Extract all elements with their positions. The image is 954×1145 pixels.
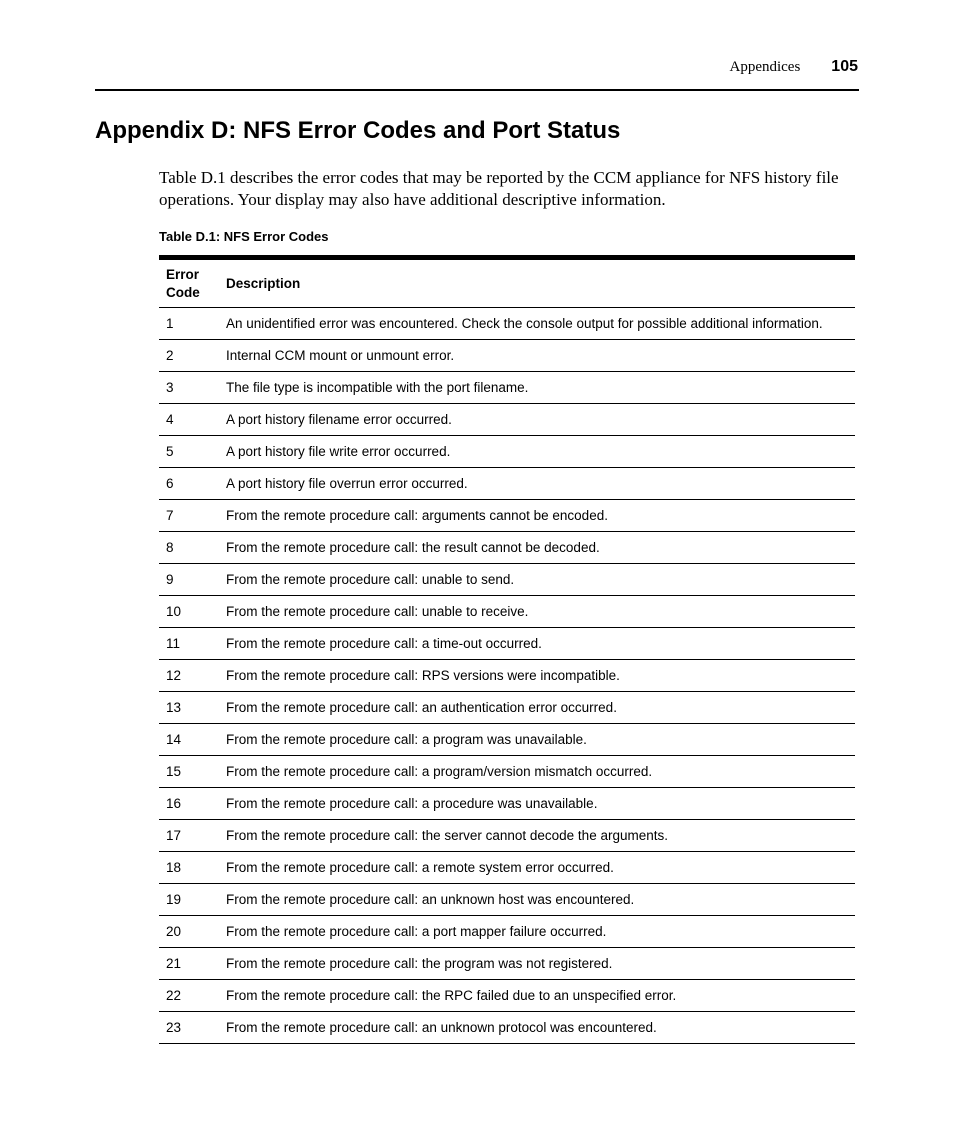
error-code-cell: 12 [166, 668, 182, 683]
error-codes-table [159, 255, 855, 1044]
table-row [159, 340, 855, 372]
table-row [159, 628, 855, 660]
error-code-cell: 5 [166, 444, 174, 459]
table-row [159, 916, 855, 948]
description-cell: From the remote procedure call: a program/version mismatch occurred. [226, 764, 653, 779]
description-cell: From the remote procedure call: unable to receive. [226, 604, 529, 619]
description-cell: Internal CCM mount or unmount error. [226, 348, 455, 363]
description-cell: From the remote procedure call: the server cannot decode the arguments. [226, 828, 668, 843]
description-cell: A port history file write error occurred. [226, 444, 451, 459]
table-row [159, 980, 855, 1012]
table-row [159, 692, 855, 724]
error-code-cell: 9 [166, 572, 174, 587]
error-code-cell: 4 [166, 412, 174, 427]
table-row [159, 820, 855, 852]
description-cell: The file type is incompatible with the port filename. [226, 380, 529, 395]
error-code-cell: 1 [166, 316, 174, 331]
intro-paragraph: Table D.1 describes the error codes that may be reported by the CCM appliance for NFS history file operations. Your display may also have additional descriptive information. [159, 168, 839, 209]
error-code-cell: 20 [166, 924, 182, 939]
header-error-code-line2: Code [166, 284, 200, 300]
header-error-code-line1: Error [166, 266, 200, 282]
table-row [159, 404, 855, 436]
table-caption: Table D.1: NFS Error Codes [159, 229, 329, 244]
error-code-cell: 10 [166, 604, 182, 619]
error-code-cell: 7 [166, 508, 174, 523]
description-cell: A port history filename error occurred. [226, 412, 452, 427]
table-row [159, 852, 855, 884]
description-cell: From the remote procedure call: a procedure was unavailable. [226, 796, 598, 811]
table-row [159, 372, 855, 404]
description-cell: From the remote procedure call: an unknown protocol was encountered. [226, 1020, 657, 1035]
description-cell: From the remote procedure call: a time-out occurred. [226, 636, 542, 651]
error-code-cell: 11 [166, 636, 181, 651]
table-row [159, 724, 855, 756]
error-code-cell: 18 [166, 860, 182, 875]
page-number: 105 [831, 58, 858, 75]
description-cell: From the remote procedure call: arguments cannot be encoded. [226, 508, 608, 523]
table-row [159, 948, 855, 980]
description-cell: From the remote procedure call: a program was unavailable. [226, 732, 587, 747]
description-cell: From the remote procedure call: an unknown host was encountered. [226, 892, 635, 907]
error-code-cell: 6 [166, 476, 174, 491]
table-row [159, 532, 855, 564]
table-row [159, 468, 855, 500]
table-row [159, 660, 855, 692]
header-error-code [159, 266, 226, 302]
error-code-cell: 14 [166, 732, 182, 747]
description-cell: From the remote procedure call: the RPC failed due to an unspecified error. [226, 988, 677, 1003]
header-description: Description [226, 276, 301, 291]
description-cell: A port history file overrun error occurred. [226, 476, 468, 491]
table-row [159, 884, 855, 916]
description-cell: From the remote procedure call: the result cannot be decoded. [226, 540, 600, 555]
running-header [729, 58, 858, 80]
error-code-cell: 21 [166, 956, 182, 971]
table-row [159, 1012, 855, 1044]
header-divider [95, 89, 859, 91]
table-row [159, 500, 855, 532]
page-title: Appendix D: NFS Error Codes and Port Status [95, 117, 621, 144]
error-code-cell: 3 [166, 380, 174, 395]
description-cell: From the remote procedure call: unable to send. [226, 572, 515, 587]
error-code-cell: 19 [166, 892, 182, 907]
description-cell: An unidentified error was encountered. Check the console output for possible additional information. [226, 316, 823, 331]
error-code-cell: 17 [166, 828, 182, 843]
table-row [159, 596, 855, 628]
description-cell: From the remote procedure call: a port mapper failure occurred. [226, 924, 607, 939]
error-code-cell: 8 [166, 540, 174, 555]
description-cell: From the remote procedure call: RPS versions were incompatible. [226, 668, 620, 683]
header-section-name: Appendices [729, 59, 801, 75]
error-code-cell: 2 [166, 348, 174, 363]
error-code-cell: 22 [166, 988, 182, 1003]
description-cell: From the remote procedure call: the program was not registered. [226, 956, 613, 971]
description-cell: From the remote procedure call: an authentication error occurred. [226, 700, 617, 715]
table-row [159, 564, 855, 596]
error-code-cell: 13 [166, 700, 182, 715]
table-body [159, 308, 855, 1044]
table-header-row [159, 260, 855, 308]
table-row [159, 436, 855, 468]
error-code-cell: 16 [166, 796, 182, 811]
error-code-cell: 15 [166, 764, 182, 779]
table-row [159, 788, 855, 820]
table-row [159, 756, 855, 788]
table-row [159, 308, 855, 340]
error-code-cell: 23 [166, 1020, 182, 1035]
description-cell: From the remote procedure call: a remote system error occurred. [226, 860, 614, 875]
